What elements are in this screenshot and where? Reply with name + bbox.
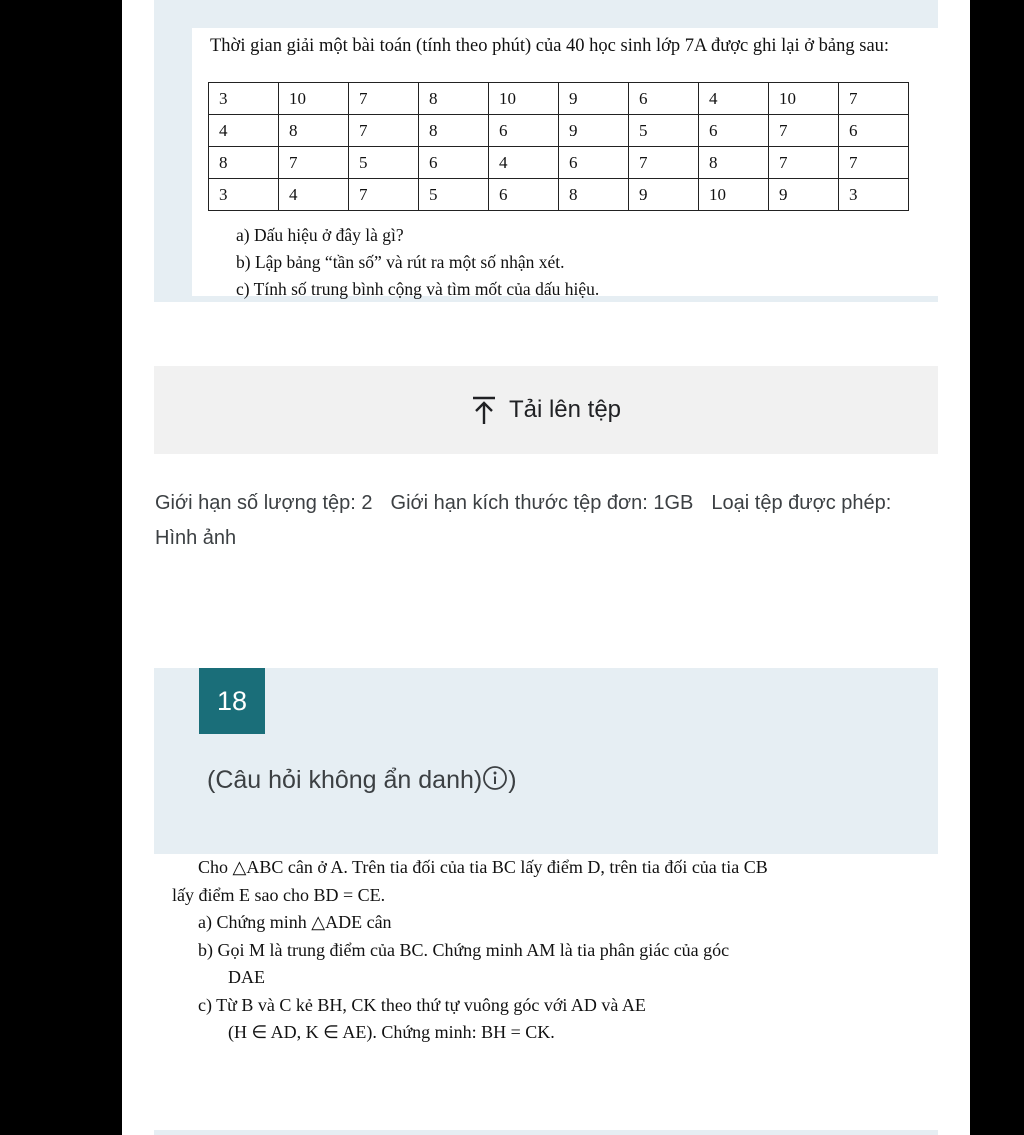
table-cell: 6 bbox=[839, 115, 909, 147]
table-cell: 5 bbox=[349, 147, 419, 179]
question-18-image bbox=[154, 854, 938, 1068]
table-cell: 4 bbox=[489, 147, 559, 179]
table-cell: 4 bbox=[699, 83, 769, 115]
table-cell: 7 bbox=[629, 147, 699, 179]
page bbox=[122, 0, 970, 1135]
table-cell: 9 bbox=[769, 179, 839, 211]
table-cell: 3 bbox=[839, 179, 909, 211]
file-size-limit: Giới hạn kích thước tệp đơn: 1GB bbox=[390, 492, 694, 514]
q18-part-b-cont: DAE bbox=[228, 967, 265, 987]
table-cell: 4 bbox=[279, 179, 349, 211]
table-cell: 7 bbox=[279, 147, 349, 179]
table-cell: 7 bbox=[349, 115, 419, 147]
file-type-limit: Loại tệp được phép: Hình ảnh bbox=[155, 492, 892, 549]
question-number-badge: 18 bbox=[199, 668, 265, 734]
upload-icon bbox=[471, 395, 497, 425]
table-cell: 8 bbox=[419, 83, 489, 115]
table-cell: 10 bbox=[769, 83, 839, 115]
anonymous-label: (Câu hỏi không ẩn danh) bbox=[207, 766, 483, 794]
table-cell: 7 bbox=[839, 147, 909, 179]
table-cell: 7 bbox=[769, 115, 839, 147]
table-cell: 8 bbox=[279, 115, 349, 147]
question-18-text bbox=[172, 854, 932, 1047]
data-table bbox=[208, 82, 909, 211]
table-row bbox=[209, 179, 909, 211]
table-row bbox=[209, 147, 909, 179]
table-row bbox=[209, 115, 909, 147]
anonymous-status bbox=[207, 765, 517, 795]
table-cell: 7 bbox=[769, 147, 839, 179]
table-cell: 6 bbox=[699, 115, 769, 147]
table-cell: 9 bbox=[559, 115, 629, 147]
question-18-card bbox=[154, 668, 938, 1068]
q18-line-2: lấy điểm E sao cho BD = CE. bbox=[172, 884, 386, 905]
next-card-edge bbox=[154, 1130, 938, 1135]
table-cell: 10 bbox=[489, 83, 559, 115]
table-cell: 5 bbox=[629, 115, 699, 147]
table-cell: 5 bbox=[419, 179, 489, 211]
table-cell: 8 bbox=[699, 147, 769, 179]
question-image bbox=[192, 28, 966, 299]
q18-part-c-cont: (H ∈ AD, K ∈ AE). Chứng minh: BH = CK. bbox=[228, 1022, 555, 1042]
table-cell: 8 bbox=[419, 115, 489, 147]
q18-part-a: a) Chứng minh △ADE cân bbox=[198, 912, 392, 932]
table-cell: 10 bbox=[279, 83, 349, 115]
table-cell: 7 bbox=[349, 83, 419, 115]
table-cell: 10 bbox=[699, 179, 769, 211]
anonymous-close: ) bbox=[508, 766, 517, 794]
table-cell: 6 bbox=[629, 83, 699, 115]
table-cell: 3 bbox=[209, 179, 279, 211]
part-c: c) Tính số trung bình cộng và tìm mốt của dấu hiệu. bbox=[236, 279, 600, 299]
table-cell: 9 bbox=[629, 179, 699, 211]
upload-label: Tải lên tệp bbox=[508, 396, 622, 423]
q18-part-b: b) Gọi M là trung điểm của BC. Chứng minh AM là tia phân giác của góc bbox=[198, 939, 730, 960]
table-row bbox=[209, 83, 909, 115]
upload-file-button[interactable] bbox=[154, 366, 938, 454]
table-cell: 7 bbox=[349, 179, 419, 211]
q18-line-1: Cho △ABC cân ở A. Trên tia đối của tia BC lấy điểm D, trên tia đối của tia CB bbox=[198, 857, 768, 877]
table-cell: 8 bbox=[209, 147, 279, 179]
table-cell: 7 bbox=[839, 83, 909, 115]
table-cell: 3 bbox=[209, 83, 279, 115]
q18-part-c: c) Từ B và C kẻ BH, CK theo thứ tự vuông góc với AD và AE bbox=[198, 994, 646, 1015]
question-parts bbox=[236, 222, 599, 303]
table-cell: 6 bbox=[559, 147, 629, 179]
info-icon[interactable] bbox=[482, 765, 508, 791]
part-a: a) Dấu hiệu ở đây là gì? bbox=[236, 225, 404, 245]
table-cell: 9 bbox=[559, 83, 629, 115]
question-intro: Thời gian giải một bài toán (tính theo phút) của 40 học sinh lớp 7A được ghi lại ở bảng sau: bbox=[210, 36, 890, 56]
table-cell: 6 bbox=[489, 115, 559, 147]
table-cell: 6 bbox=[489, 179, 559, 211]
part-b: b) Lập bảng “tần số” và rút ra một số nhận xét. bbox=[236, 252, 565, 272]
question-17-card bbox=[154, 0, 938, 302]
table-cell: 6 bbox=[419, 147, 489, 179]
file-count-limit: Giới hạn số lượng tệp: 2 bbox=[155, 492, 373, 514]
table-cell: 8 bbox=[559, 179, 629, 211]
table-cell: 4 bbox=[209, 115, 279, 147]
upload-limits bbox=[155, 486, 925, 556]
